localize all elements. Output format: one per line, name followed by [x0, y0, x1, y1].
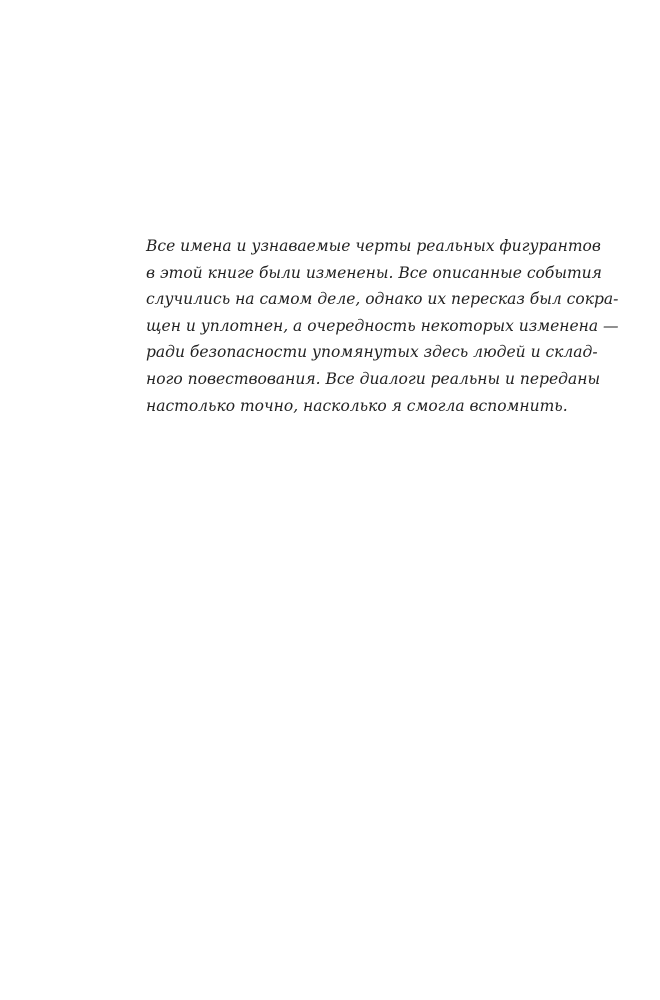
disclaimer-paragraph — [146, 233, 619, 419]
disclaimer-line: ради безопасности упомянутых здесь людей и склад- — [146, 343, 598, 362]
disclaimer-line: щен и уплотнен, а очередность некоторых изменена — — [146, 316, 619, 335]
disclaimer-line: в этой книге были изменены. Все описанные события — [146, 263, 602, 282]
disclaimer-line: ного повествования. Все диалоги реальны и переданы — [146, 369, 601, 388]
disclaimer-line: Все имена и узнаваемые черты реальных фигурантов — [146, 237, 601, 255]
disclaimer-line: случились на самом деле, однако их пересказ был сокра- — [146, 290, 619, 309]
disclaimer-line: настолько точно, насколько я смогла вспомнить. — [146, 396, 568, 415]
